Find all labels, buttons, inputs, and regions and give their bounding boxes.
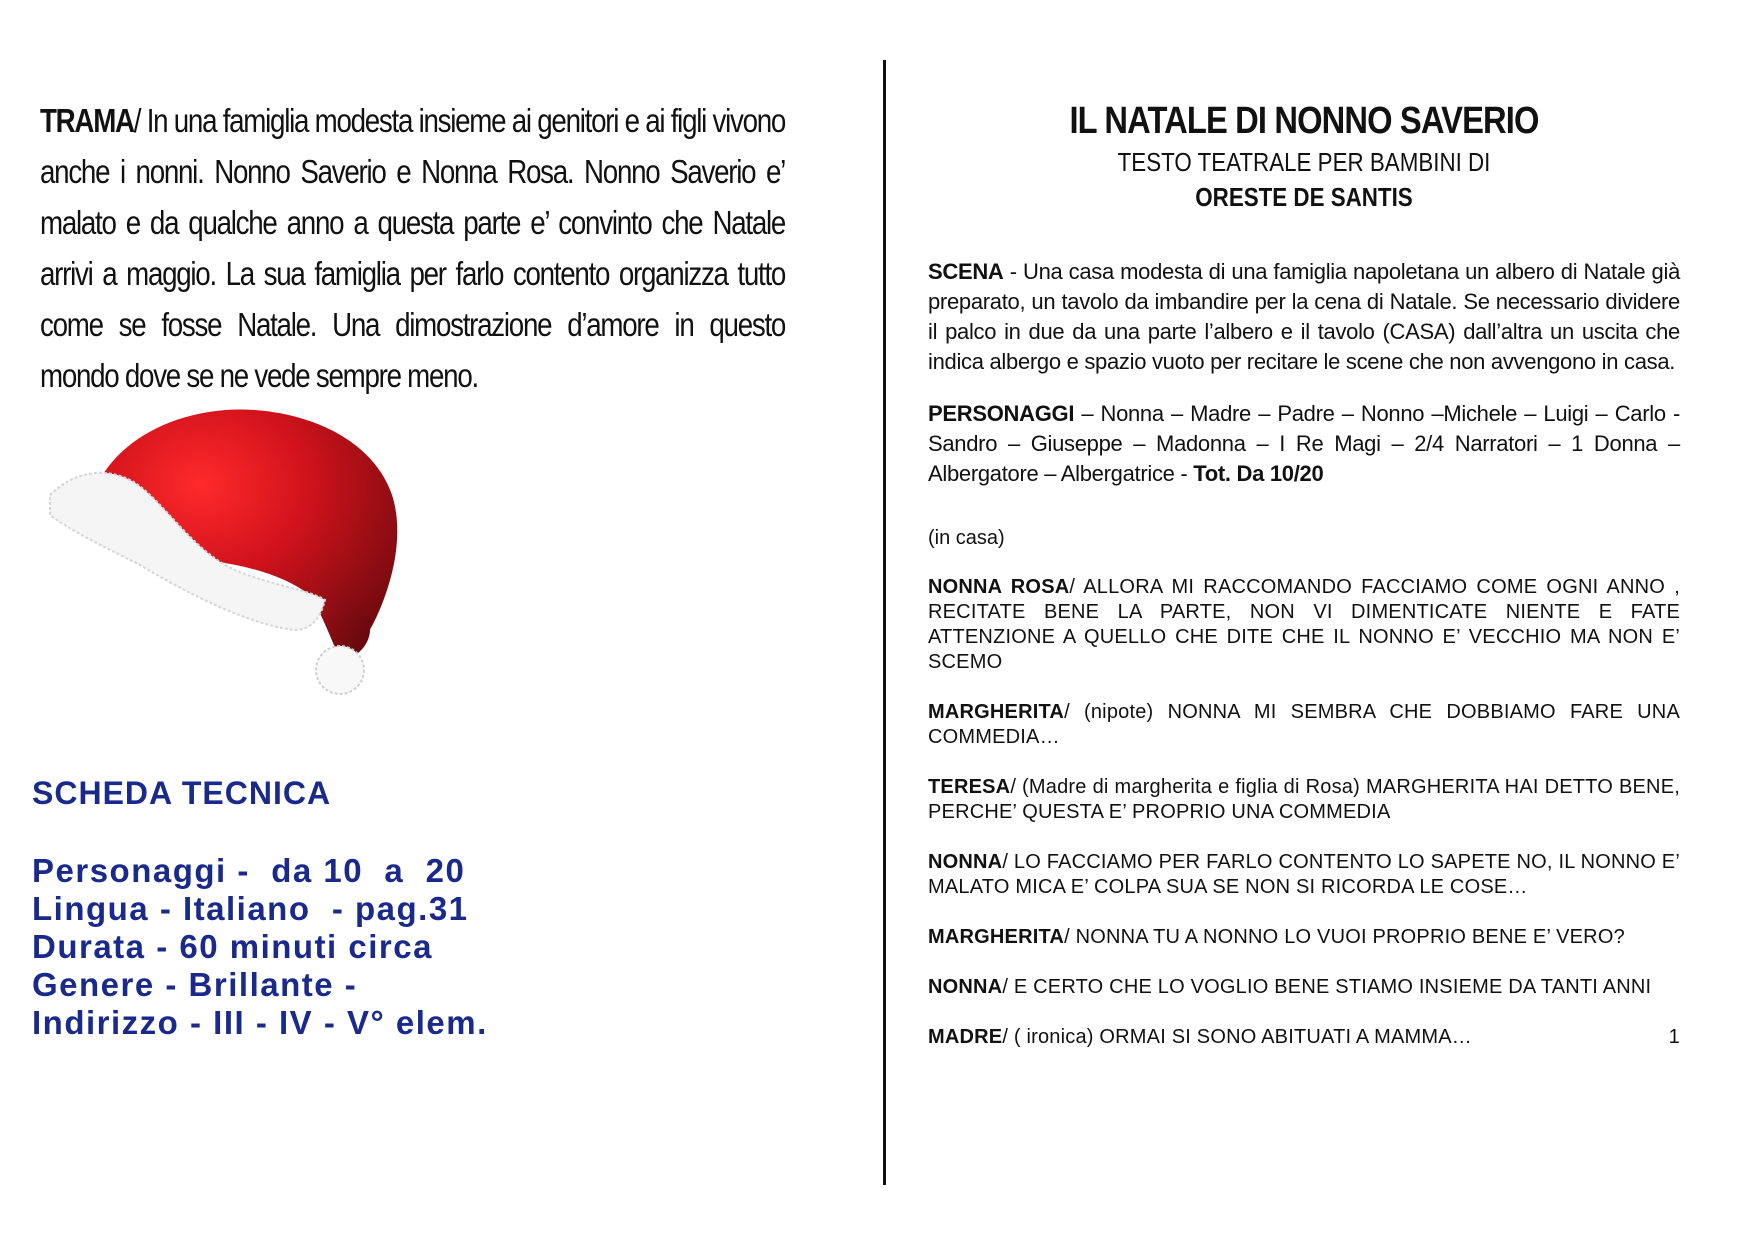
line-text: / ( ironica) ORMAI SI SONO ABITUATI A MAMMA… <box>1002 1026 1472 1048</box>
dialogue-line <box>928 700 1680 750</box>
trama-label: TRAMA <box>40 102 134 139</box>
scheda-line: Personaggi - da 10 a 20 <box>32 852 466 889</box>
dialogue-line <box>928 975 1680 1000</box>
scheda-title: SCHEDA TECNICA <box>32 775 332 811</box>
santa-hat-icon <box>20 385 440 705</box>
dialogue-line <box>928 1025 1680 1050</box>
line-text: / (Madre di margherita e figlia di Rosa) MARGHERITA HAI DETTO BENE, PERCHE’ QUESTA E’ PROPRIO UNA COMMEDIA <box>928 776 1680 823</box>
stage-direction: (in casa) <box>928 527 1005 549</box>
line-text: / E CERTO CHE LO VOGLIO BENE STIAMO INSIEME DA TANTI ANNI <box>1002 976 1652 998</box>
personaggi-total: Tot. Da 10/20 <box>1193 461 1324 486</box>
speaker: TERESA <box>928 776 1011 798</box>
dialogue-line <box>928 775 1680 825</box>
speaker: NONNA ROSA <box>928 576 1070 598</box>
scheda-line: Durata - 60 minuti circa <box>32 928 433 965</box>
scheda-tecnica <box>32 775 488 1042</box>
dialogue-line <box>928 925 1680 950</box>
play-title: IL NATALE DI NONNO SAVERIO <box>1069 100 1539 142</box>
page-number: 1 <box>1668 1026 1680 1048</box>
speaker: NONNA <box>928 851 1003 873</box>
play-author: ORESTE DE SANTIS <box>1195 182 1413 212</box>
line-text: / (nipote) NONNA MI SEMBRA CHE DOBBIAMO FARE UNA COMMEDIA… <box>928 701 1680 748</box>
line-text: / ALLORA MI RACCOMANDO FACCIAMO COME OGNI ANNO , RECITATE BENE LA PARTE, NON VI DIMENTICATE NIENTE E FATE ATTENZIONE A QUELLO CHE DITE CHE IL NONNO E’ VECCHIO MA NON E’ SCEMO <box>928 576 1680 673</box>
speaker: MADRE <box>928 1026 1003 1048</box>
play-subtitle: TESTO TEATRALE PER BAMBINI DI <box>1117 147 1491 177</box>
personaggi-paragraph <box>928 399 1680 489</box>
page-divider <box>883 60 886 1185</box>
scheda-line: Indirizzo - III - IV - V° elem. <box>32 1004 488 1041</box>
scheda-line: Genere - Brillante - <box>32 966 358 1003</box>
speaker: NONNA <box>928 976 1003 998</box>
speaker: MARGHERITA <box>928 926 1065 948</box>
speaker: MARGHERITA <box>928 701 1065 723</box>
dialogue-line <box>928 575 1680 675</box>
personaggi-text: – Nonna – Madre – Padre – Nonno –Michele – Luigi – Carlo - Sandro – Giuseppe – Madonna – I Re Magi – 2/4 Narratori – 1 Donna – Albergatore – Albergatrice - <box>928 401 1680 486</box>
dialogue-line <box>928 850 1680 900</box>
trama-paragraph <box>40 95 785 401</box>
scena-label: SCENA <box>928 259 1004 284</box>
right-page <box>928 100 1680 1070</box>
scena-paragraph <box>928 257 1680 377</box>
line-text: / NONNA TU A NONNO LO VUOI PROPRIO BENE E’ VERO? <box>1064 926 1625 948</box>
line-text: / LO FACCIAMO PER FARLO CONTENTO LO SAPETE NO, IL NONNO E’ MALATO MICA E’ COLPA SUA SE NON SI RICORDA LE COSE… <box>928 851 1680 898</box>
trama-text: / In una famiglia modesta insieme ai genitori e ai figli vivono anche i nonni. Nonno Saverio e Nonna Rosa. Nonno Saverio e’ malato e da qualche anno a questa parte e’ convinto che Natale arrivi a maggio. La sua famiglia per farlo contento organizza tutto come se fosse Natale. Una dimostrazione d’amore in questo mondo dove se ne vede sempre meno. <box>40 102 786 394</box>
personaggi-label: PERSONAGGI <box>928 401 1075 426</box>
scheda-line: Lingua - Italiano - pag.31 <box>32 890 469 927</box>
scena-text: - Una casa modesta di una famiglia napoletana un albero di Natale già preparato, un tavolo da imbandire per la cena di Natale. Se necessario dividere il palco in due da una parte l’albero e il tavolo (CASA) dall’altra un uscita che indica albergo e spazio vuoto per recitare le scene che non avvengono in casa. <box>928 259 1680 374</box>
